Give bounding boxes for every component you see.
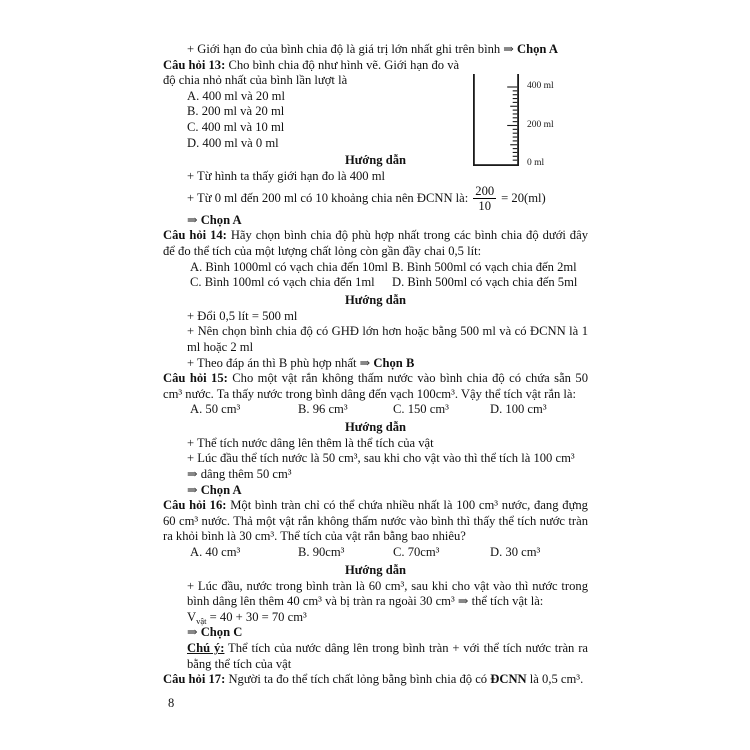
solution-line: + Theo đáp án thì B phù hợp nhất ⇒ Chọn B (187, 355, 415, 370)
answer-options-row (163, 275, 588, 291)
answer-option: C. 70cm³ (393, 545, 440, 560)
solution-line: + Lúc đầu, nước trong bình tràn là 60 cm³, sau khi cho vật vào thì nước trong (187, 578, 588, 593)
question-13-line: độ chia nhỏ nhất của bình lần lượt là (163, 73, 348, 88)
solution-line: + Lúc đầu thể tích nước là 50 cm³, sau khi cho vật vào thì thể tích là 100 cm³ (187, 451, 575, 466)
answer-option: C. 150 cm³ (393, 402, 449, 417)
note-line: Chú ý: Thể tích của nước dâng lên trong bình tràn + với thể tích nước tràn ra (187, 641, 588, 655)
question-17-line: Câu hỏi 17: Người ta đo thể tích chất lỏng bằng bình chia độ có ĐCNN là 0,5 cm³. (163, 672, 584, 687)
solution-line: bình dâng lên thêm 40 cm³ và bị tràn ra ngoài 30 cm³ ⇒ thể tích vật là: (187, 594, 544, 609)
scale-label-200: 200 ml (527, 120, 554, 130)
solution-line: + Nên chọn bình chia độ có GHĐ lớn hơn hoặc bằng 500 ml và có ĐCNN là 1 (187, 324, 588, 339)
solution-line: ml hoặc 2 ml (187, 339, 254, 354)
section-heading: Hướng dẫn (344, 153, 407, 168)
question-16-line: Câu hỏi 16: Một bình tràn chỉ có thể chứa nhiều nhất là 100 cm³ nước, đang đựng (163, 498, 588, 513)
answer-option: A. 50 cm³ (190, 402, 241, 417)
answer-option: D. 100 cm³ (490, 402, 547, 417)
note-line: bằng thể tích của vật (187, 656, 292, 671)
solution-line: + Từ hình ta thấy giới hạn đo là 400 ml (187, 169, 386, 184)
question-16-line: 60 cm³ nước. Thả một vật rắn không thấm nước vào bình thì thấy thể tích nước tràn (163, 513, 588, 528)
question-13-line: Câu hỏi 13: Cho bình chia độ như hình vẽ. Giới hạn đo và (163, 57, 460, 72)
answer-option: B. Bình 500ml có vạch chia đến 2ml (392, 259, 577, 274)
formula-line (163, 185, 588, 213)
answer-options-row (163, 545, 588, 561)
formula-result: = 20(ml) (501, 190, 546, 205)
solution-line: ⇒ dâng thêm 50 cm³ (187, 467, 292, 482)
page-number: 8 (168, 696, 175, 710)
question-15-line: Câu hỏi 15: Cho một vật rắn không thấm nước vào bình chia độ có chứa sẵn 50 (163, 371, 588, 386)
answer-option-line: D. 400 ml và 0 ml (187, 135, 279, 150)
figure-graduated-cylinder (473, 74, 588, 170)
formula-line: $V_{vật} = 40 + 30 = 70$ cm³ (187, 609, 307, 626)
answer-option: C. Bình 100ml có vạch chia đến 1ml (190, 275, 375, 290)
fraction: $\frac{200}{10}$ (475, 184, 495, 214)
answer-options-row (163, 402, 588, 418)
section-heading: Hướng dẫn (344, 292, 407, 307)
answer-option-line: C. 400 ml và 10 ml (187, 119, 285, 134)
graduated-cylinder-icon (473, 74, 523, 170)
answer-option: A. Bình 1000ml có vạch chia đến 10ml (190, 259, 388, 274)
answer-option: D. 30 cm³ (490, 545, 541, 560)
solution-line: ⇒ Chọn A (187, 212, 242, 227)
formula-text: + Từ 0 ml đến 200 ml có 10 khoảng chia nên ĐCNN là: (187, 190, 469, 205)
scale-label-0: 0 ml (527, 158, 545, 168)
answer-option: B. 96 cm³ (298, 402, 348, 417)
solution-line: + Giới hạn đo của bình chia độ là giá trị lớn nhất ghi trên bình ⇒ Chọn A (187, 42, 558, 56)
question-14-line: Câu hỏi 14: Hãy chọn bình chia độ phù hợp nhất trong các bình chia độ dưới đây (163, 228, 588, 243)
solution-line: + Đổi 0,5 lít = 500 ml (187, 308, 298, 323)
question-15-line: cm³ nước. Ta thấy nước trong bình dâng đến vạch 100cm³. Vậy thể tích vật rắn là: (163, 386, 576, 401)
solution-line: + Thể tích nước dâng lên thêm là thể tích của vật (187, 435, 434, 450)
section-heading: Hướng dẫn (344, 562, 407, 577)
question-14-line: để đo thể tích của một lượng chất lỏng còn gần đầy chai 0,5 lít: (163, 243, 482, 258)
solution-line: ⇒ Chọn A (187, 482, 242, 497)
answer-option-line: A. 400 ml và 20 ml (187, 88, 285, 103)
answer-option: D. Bình 500ml có vạch chia đến 5ml (392, 275, 578, 290)
answer-option: B. 90cm³ (298, 545, 345, 560)
scale-label-400: 400 ml (527, 81, 554, 91)
answer-options-row (163, 260, 588, 276)
question-16-line: ra khỏi bình là 30 cm³. Thể tích của vật rắn bằng bao nhiêu? (163, 529, 466, 544)
solution-line: ⇒ Chọn C (187, 625, 243, 640)
section-heading: Hướng dẫn (344, 419, 407, 434)
answer-option: A. 40 cm³ (190, 545, 241, 560)
answer-option-line: B. 200 ml và 20 ml (187, 104, 285, 119)
